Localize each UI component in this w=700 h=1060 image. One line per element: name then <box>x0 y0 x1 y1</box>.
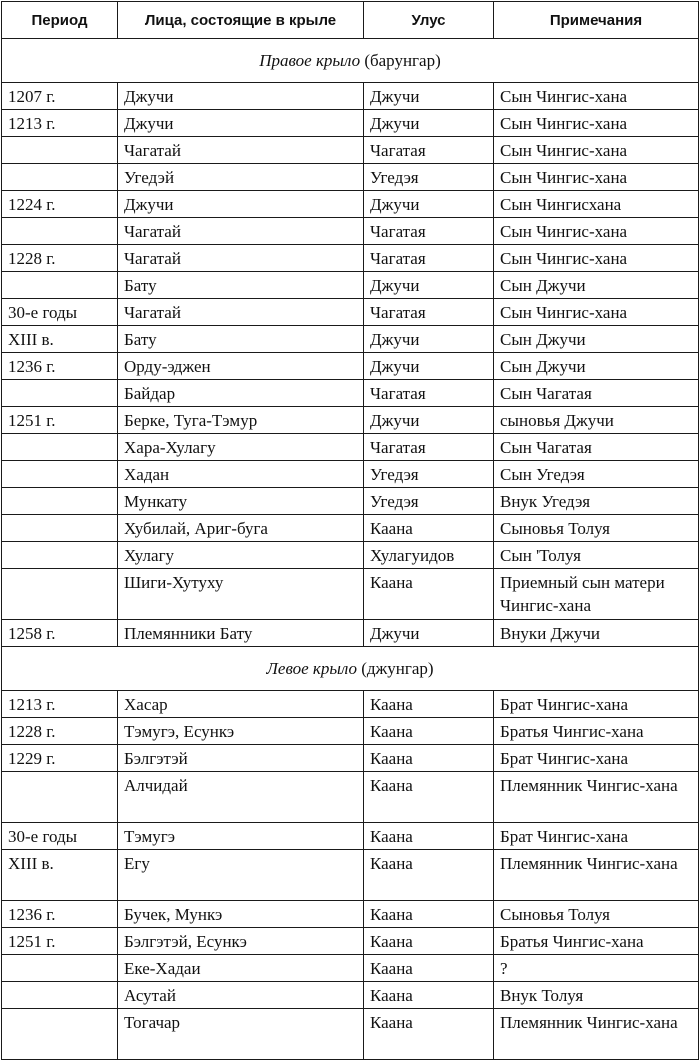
cell-ulus: Каана <box>364 928 494 955</box>
cell-period: 30-е годы <box>2 823 118 850</box>
cell-ulus: Угедэя <box>364 488 494 515</box>
cell-period <box>2 434 118 461</box>
cell-persons: Алчидай <box>118 772 364 823</box>
cell-persons: Хара-Хулагу <box>118 434 364 461</box>
header-ulus: Улус <box>364 2 494 39</box>
cell-period: 1207 г. <box>2 83 118 110</box>
cell-period: XIII в. <box>2 850 118 901</box>
header-persons: Лица, состоящие в крыле <box>118 2 364 39</box>
cell-persons: Джучи <box>118 110 364 137</box>
cell-note: Сын Чингис-хана <box>494 218 699 245</box>
section-title-rest: (джунгар) <box>357 659 434 678</box>
cell-period: 1251 г. <box>2 407 118 434</box>
cell-persons: Хадан <box>118 461 364 488</box>
cell-persons: Бэлгэтэй, Есункэ <box>118 928 364 955</box>
section-row <box>2 39 699 83</box>
table-row <box>2 218 699 245</box>
cell-note: Внук Угедэя <box>494 488 699 515</box>
cell-period: 1236 г. <box>2 353 118 380</box>
table-row <box>2 272 699 299</box>
cell-ulus: Каана <box>364 569 494 620</box>
cell-ulus: Джучи <box>364 326 494 353</box>
cell-note: ? <box>494 955 699 982</box>
cell-ulus: Каана <box>364 772 494 823</box>
cell-persons: Племянники Бату <box>118 620 364 647</box>
cell-period <box>2 137 118 164</box>
cell-persons: Бучек, Мункэ <box>118 901 364 928</box>
cell-persons: Чагатай <box>118 245 364 272</box>
cell-note: Братья Чингис-хана <box>494 718 699 745</box>
cell-period: XIII в. <box>2 326 118 353</box>
cell-note: Внуки Джучи <box>494 620 699 647</box>
cell-ulus: Джучи <box>364 272 494 299</box>
cell-period: 1236 г. <box>2 901 118 928</box>
cell-persons: Чагатай <box>118 218 364 245</box>
section-title <box>2 39 699 83</box>
cell-note: Брат Чингис-хана <box>494 691 699 718</box>
cell-persons: Джучи <box>118 191 364 218</box>
table-row <box>2 718 699 745</box>
cell-ulus: Каана <box>364 515 494 542</box>
cell-note: Сын Чингис-хана <box>494 245 699 272</box>
table-row <box>2 691 699 718</box>
table-row <box>2 982 699 1009</box>
cell-ulus: Каана <box>364 955 494 982</box>
cell-period: 1213 г. <box>2 110 118 137</box>
cell-ulus: Чагатая <box>364 137 494 164</box>
section-title-italic: Левое крыло <box>266 659 357 678</box>
cell-ulus: Угедэя <box>364 164 494 191</box>
table-row <box>2 353 699 380</box>
table-row <box>2 434 699 461</box>
table-row <box>2 83 699 110</box>
cell-persons: Чагатай <box>118 299 364 326</box>
table-header <box>2 2 699 39</box>
table-row <box>2 823 699 850</box>
cell-persons: Асутай <box>118 982 364 1009</box>
cell-period: 1228 г. <box>2 245 118 272</box>
cell-ulus: Каана <box>364 850 494 901</box>
table-row <box>2 380 699 407</box>
cell-ulus: Каана <box>364 1009 494 1060</box>
cell-ulus: Чагатая <box>364 380 494 407</box>
cell-persons: Бату <box>118 326 364 353</box>
cell-period <box>2 1009 118 1060</box>
cell-note: Племянник Чингис-хана <box>494 772 699 823</box>
cell-period: 1258 г. <box>2 620 118 647</box>
cell-ulus: Джучи <box>364 83 494 110</box>
cell-period <box>2 569 118 620</box>
section-title-italic: Правое крыло <box>259 51 361 70</box>
table-row <box>2 745 699 772</box>
table-row <box>2 461 699 488</box>
table-row <box>2 245 699 272</box>
cell-period <box>2 982 118 1009</box>
cell-ulus: Чагатая <box>364 218 494 245</box>
table-row <box>2 569 699 620</box>
cell-note: Сыновья Толуя <box>494 515 699 542</box>
table-row <box>2 515 699 542</box>
cell-persons: Хулагу <box>118 542 364 569</box>
cell-persons: Егу <box>118 850 364 901</box>
cell-persons: Тэмугэ <box>118 823 364 850</box>
section-title <box>2 647 699 691</box>
section-title-rest: (барунгар) <box>360 51 441 70</box>
table-row <box>2 1009 699 1060</box>
table-row <box>2 901 699 928</box>
cell-persons: Мункату <box>118 488 364 515</box>
cell-persons: Тэмугэ, Есункэ <box>118 718 364 745</box>
cell-persons: Хубилай, Ариг-буга <box>118 515 364 542</box>
cell-persons: Хасар <box>118 691 364 718</box>
table-row <box>2 542 699 569</box>
table-row <box>2 955 699 982</box>
cell-note: Внук Толуя <box>494 982 699 1009</box>
cell-period <box>2 380 118 407</box>
cell-note: Сын Чингис-хана <box>494 137 699 164</box>
cell-ulus: Джучи <box>364 353 494 380</box>
cell-persons: Орду-эджен <box>118 353 364 380</box>
cell-period: 1251 г. <box>2 928 118 955</box>
table-row <box>2 299 699 326</box>
cell-period <box>2 955 118 982</box>
cell-ulus: Чагатая <box>364 434 494 461</box>
cell-note: сыновья Джучи <box>494 407 699 434</box>
cell-persons: Угедэй <box>118 164 364 191</box>
cell-ulus: Каана <box>364 691 494 718</box>
cell-persons: Бату <box>118 272 364 299</box>
cell-ulus: Хулагуидов <box>364 542 494 569</box>
cell-period: 1213 г. <box>2 691 118 718</box>
cell-note: Племянник Чингис-хана <box>494 850 699 901</box>
header-row <box>2 2 699 39</box>
cell-persons: Джучи <box>118 83 364 110</box>
cell-note: Сын Угедэя <box>494 461 699 488</box>
cell-period <box>2 488 118 515</box>
cell-ulus: Каана <box>364 901 494 928</box>
table-row <box>2 488 699 515</box>
cell-period <box>2 218 118 245</box>
table-body <box>2 39 699 1060</box>
table-row <box>2 137 699 164</box>
cell-ulus: Джучи <box>364 407 494 434</box>
cell-persons: Еке-Хадаи <box>118 955 364 982</box>
header-period: Период <box>2 2 118 39</box>
table-row <box>2 110 699 137</box>
wings-table <box>1 1 699 1060</box>
cell-persons: Чагатай <box>118 137 364 164</box>
cell-persons: Шиги-Хутуху <box>118 569 364 620</box>
cell-ulus: Чагатая <box>364 299 494 326</box>
cell-note: Племянник Чингис-хана <box>494 1009 699 1060</box>
table-row <box>2 407 699 434</box>
cell-note: Сын Чингис-хана <box>494 299 699 326</box>
cell-note: Сын 'Толуя <box>494 542 699 569</box>
cell-period <box>2 272 118 299</box>
cell-note: Сын Чингис-хана <box>494 83 699 110</box>
cell-period <box>2 772 118 823</box>
table-row <box>2 191 699 218</box>
cell-ulus: Каана <box>364 745 494 772</box>
cell-persons: Бэлгэтэй <box>118 745 364 772</box>
cell-note: Сын Джучи <box>494 326 699 353</box>
cell-period <box>2 164 118 191</box>
cell-period <box>2 542 118 569</box>
cell-period <box>2 515 118 542</box>
cell-persons: Тогачар <box>118 1009 364 1060</box>
cell-period: 1224 г. <box>2 191 118 218</box>
cell-ulus: Угедэя <box>364 461 494 488</box>
cell-note: Сын Чагатая <box>494 380 699 407</box>
cell-note: Приемный сын матери Чингис-хана <box>494 569 699 620</box>
cell-period: 30-е годы <box>2 299 118 326</box>
cell-note: Сын Чингис-хана <box>494 164 699 191</box>
cell-ulus: Каана <box>364 718 494 745</box>
cell-persons: Байдар <box>118 380 364 407</box>
cell-ulus: Джучи <box>364 191 494 218</box>
header-notes: Примечания <box>494 2 699 39</box>
cell-ulus: Джучи <box>364 620 494 647</box>
cell-note: Сын Джучи <box>494 272 699 299</box>
cell-note: Сыновья Толуя <box>494 901 699 928</box>
cell-note: Брат Чингис-хана <box>494 745 699 772</box>
cell-note: Сын Чагатая <box>494 434 699 461</box>
cell-ulus: Джучи <box>364 110 494 137</box>
cell-note: Сын Чингис-хана <box>494 110 699 137</box>
cell-note: Сын Чингисхана <box>494 191 699 218</box>
cell-period: 1228 г. <box>2 718 118 745</box>
cell-note: Братья Чингис-хана <box>494 928 699 955</box>
cell-period: 1229 г. <box>2 745 118 772</box>
table-row <box>2 164 699 191</box>
cell-ulus: Каана <box>364 823 494 850</box>
table-row <box>2 620 699 647</box>
table-row <box>2 326 699 353</box>
cell-persons: Берке, Туга-Тэмур <box>118 407 364 434</box>
table-row <box>2 928 699 955</box>
cell-note: Брат Чингис-хана <box>494 823 699 850</box>
cell-period <box>2 461 118 488</box>
table-row <box>2 850 699 901</box>
table-row <box>2 772 699 823</box>
cell-ulus: Чагатая <box>364 245 494 272</box>
section-row <box>2 647 699 691</box>
cell-ulus: Каана <box>364 982 494 1009</box>
cell-note: Сын Джучи <box>494 353 699 380</box>
